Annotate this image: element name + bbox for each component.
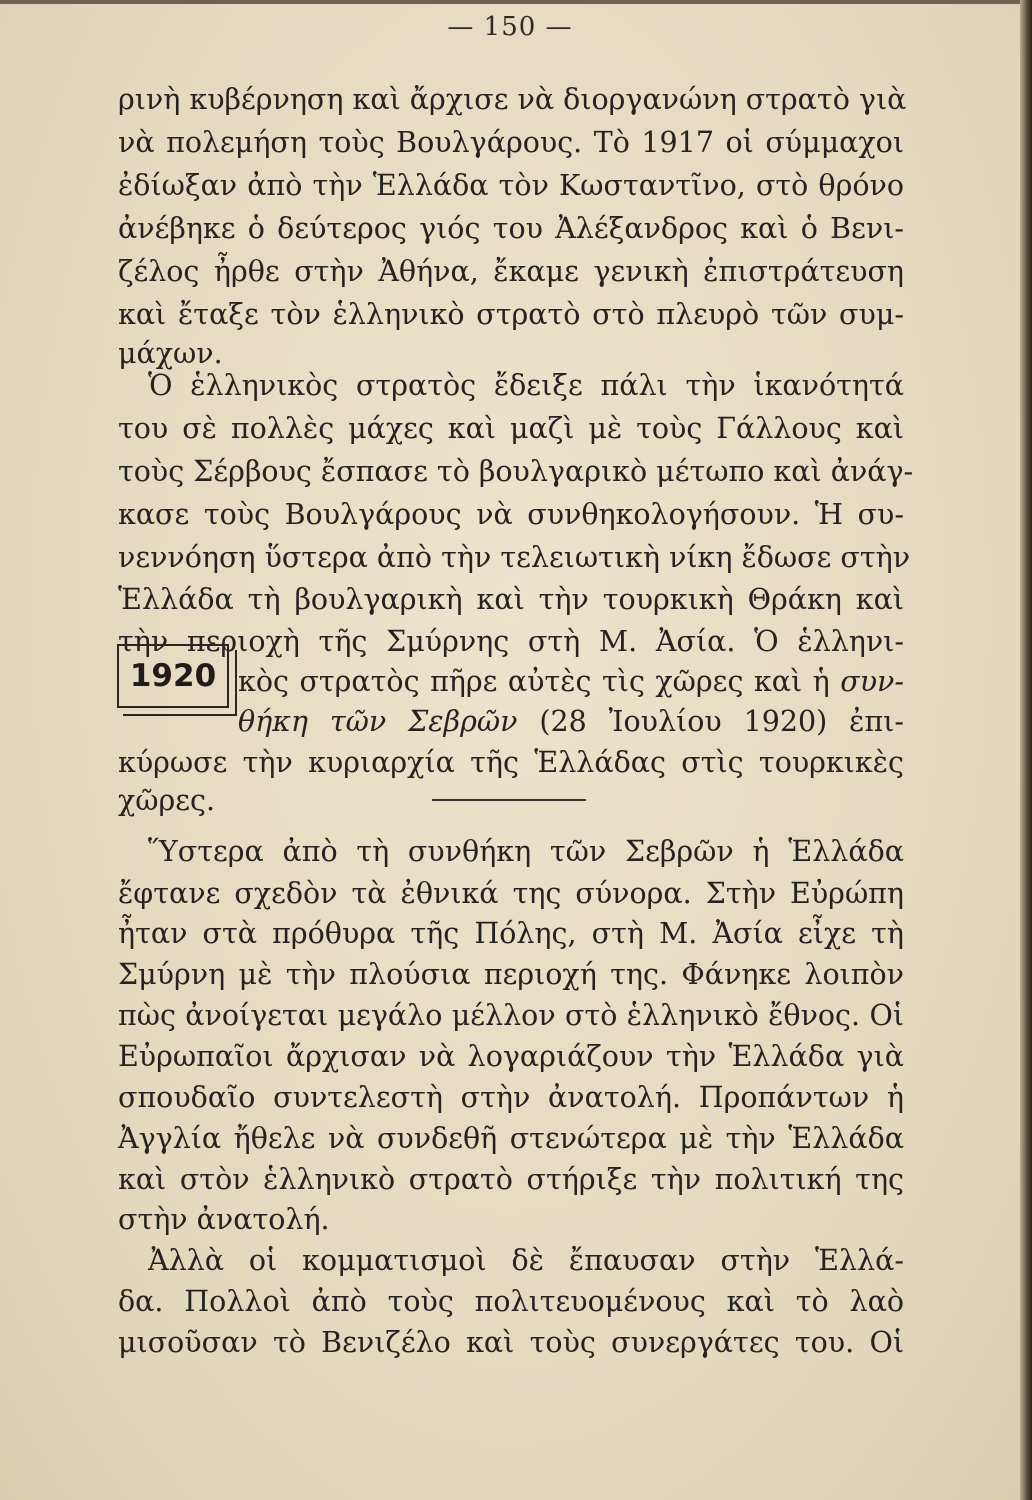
text-line: κασε τοὺς Βουλγάρους νὰ συνθηκολογήσουν. Ἡ συ- [118, 498, 904, 531]
text-line: στὴν ἀνατολή. [118, 1203, 330, 1236]
text-line: σπουδαῖο συντελεστὴ στὴν ἀνατολή. Προπάντων ἡ [118, 1081, 904, 1114]
text-line: Ἑλλάδα τὴ βουλγαρικὴ καὶ τὴν τουρκικὴ Θράκη καὶ [118, 583, 904, 616]
text-line: τοὺς Σέρβους ἔσπασε τὸ βουλγαρικὸ μέτωπο καὶ ἀνάγ- [118, 455, 914, 488]
text-line: Εὐρωπαῖοι ἄρχισαν νὰ λογαριάζουν τὴν Ἑλλάδα γιὰ [118, 1040, 904, 1073]
text-line: μισοῦσαν τὸ Βενιζέλο καὶ τοὺς συνεργάτες του. Οἱ [118, 1326, 904, 1359]
treaty-name-part1: συν- [840, 665, 904, 698]
text-line: ζέλος ἦρθε στὴν Ἀθήνα, ἔκαμε γενικὴ ἐπιστράτευση [118, 255, 904, 288]
top-border [0, 0, 1020, 4]
section-divider [432, 799, 586, 801]
text-line-beside-box: θήκη τῶν Σεβρῶν (28 Ἰουλίου 1920) ἐπι- [238, 705, 904, 738]
text-line: χῶρες. [118, 784, 216, 817]
text-line: του σὲ πολλὲς μάχες καὶ μαζὶ μὲ τοὺς Γάλλους καὶ [118, 412, 904, 445]
text-line: ἦταν στὰ πρόθυρα τῆς Πόλης, στὴ Μ. Ἀσία εἶχε τὴ [118, 917, 904, 950]
text-line: καὶ ἔταξε τὸν ἑλληνικὸ στρατὸ στὸ πλευρὸ τῶν συμ- [118, 298, 904, 331]
treaty-name-part2: θήκη τῶν Σεβρῶν [238, 705, 518, 738]
text-line: πὼς ἀνοίγεται μεγάλο μέλλον στὸ ἑλληνικὸ ἔθνος. Οἱ [118, 999, 904, 1032]
text-line-beside-box: κὸς στρατὸς πῆρε αὐτὲς τὶς χῶρες καὶ ἡ συν- [238, 665, 904, 698]
text-line: ἔφτανε σχεδὸν τὰ ἐθνικά της σύνορα. Στὴν Εὐρώπη [118, 877, 904, 910]
text-line: δα. Πολλοὶ ἀπὸ τοὺς πολιτευομένους καὶ τὸ λαὸ [118, 1285, 904, 1318]
text-line: ἀνέβηκε ὁ δεύτερος γιός του Ἀλέξανδρος καὶ ὁ Βενι- [118, 212, 904, 245]
text-line: μάχων. [118, 337, 223, 370]
text-line: νὰ πολεμήση τοὺς Βουλγάρους. Τὸ 1917 οἱ σύμμαχοι [118, 126, 904, 159]
text-line: ρινὴ κυβέρνηση καὶ ἄρχισε νὰ διοργανώνη στρατὸ γιὰ [118, 83, 907, 116]
paragraph-start-line: Ὁ ἑλληνικὸς στρατὸς ἔδειξε πάλι τὴν ἱκανότητά [148, 369, 904, 402]
text-line: καὶ στὸν ἑλληνικὸ στρατὸ στήριξε τὴν πολιτική της [118, 1163, 904, 1196]
text-line: κύρωσε τὴν κυριαρχία τῆς Ἑλλάδας στὶς τουρκικὲς [118, 746, 904, 779]
text-line: νεννόηση ὕστερα ἀπὸ τὴν τελειωτικὴ νίκη ἔδωσε στὴν [118, 541, 911, 574]
page-edge-shadow [1020, 0, 1032, 1500]
page-number: — 150 — [447, 12, 573, 42]
text-line: τὴν περιοχὴ τῆς Σμύρνης στὴ Μ. Ἀσία. Ὁ ἑλληνι- [118, 625, 904, 658]
paragraph-start-line: Ὕστερα ἀπὸ τὴ συνθήκη τῶν Σεβρῶν ἡ Ἑλλάδα [148, 835, 904, 868]
text-line: ἐδίωξαν ἀπὸ τὴν Ἑλλάδα τὸν Κωσταντῖνο, στὸ θρόνο [118, 169, 904, 202]
text-line: Σμύρνη μὲ τὴν πλούσια περιοχή της. Φάνηκε λοιπὸν [118, 958, 904, 991]
year-marginal-box: 1920 [117, 644, 229, 708]
text-line: Ἀγγλία ἤθελε νὰ συνδεθῆ στενώτερα μὲ τὴν Ἑλλάδα [118, 1122, 904, 1155]
paragraph-start-line: Ἀλλὰ οἱ κομματισμοὶ δὲ ἔπαυσαν στὴν Ἑλλά- [148, 1244, 904, 1277]
